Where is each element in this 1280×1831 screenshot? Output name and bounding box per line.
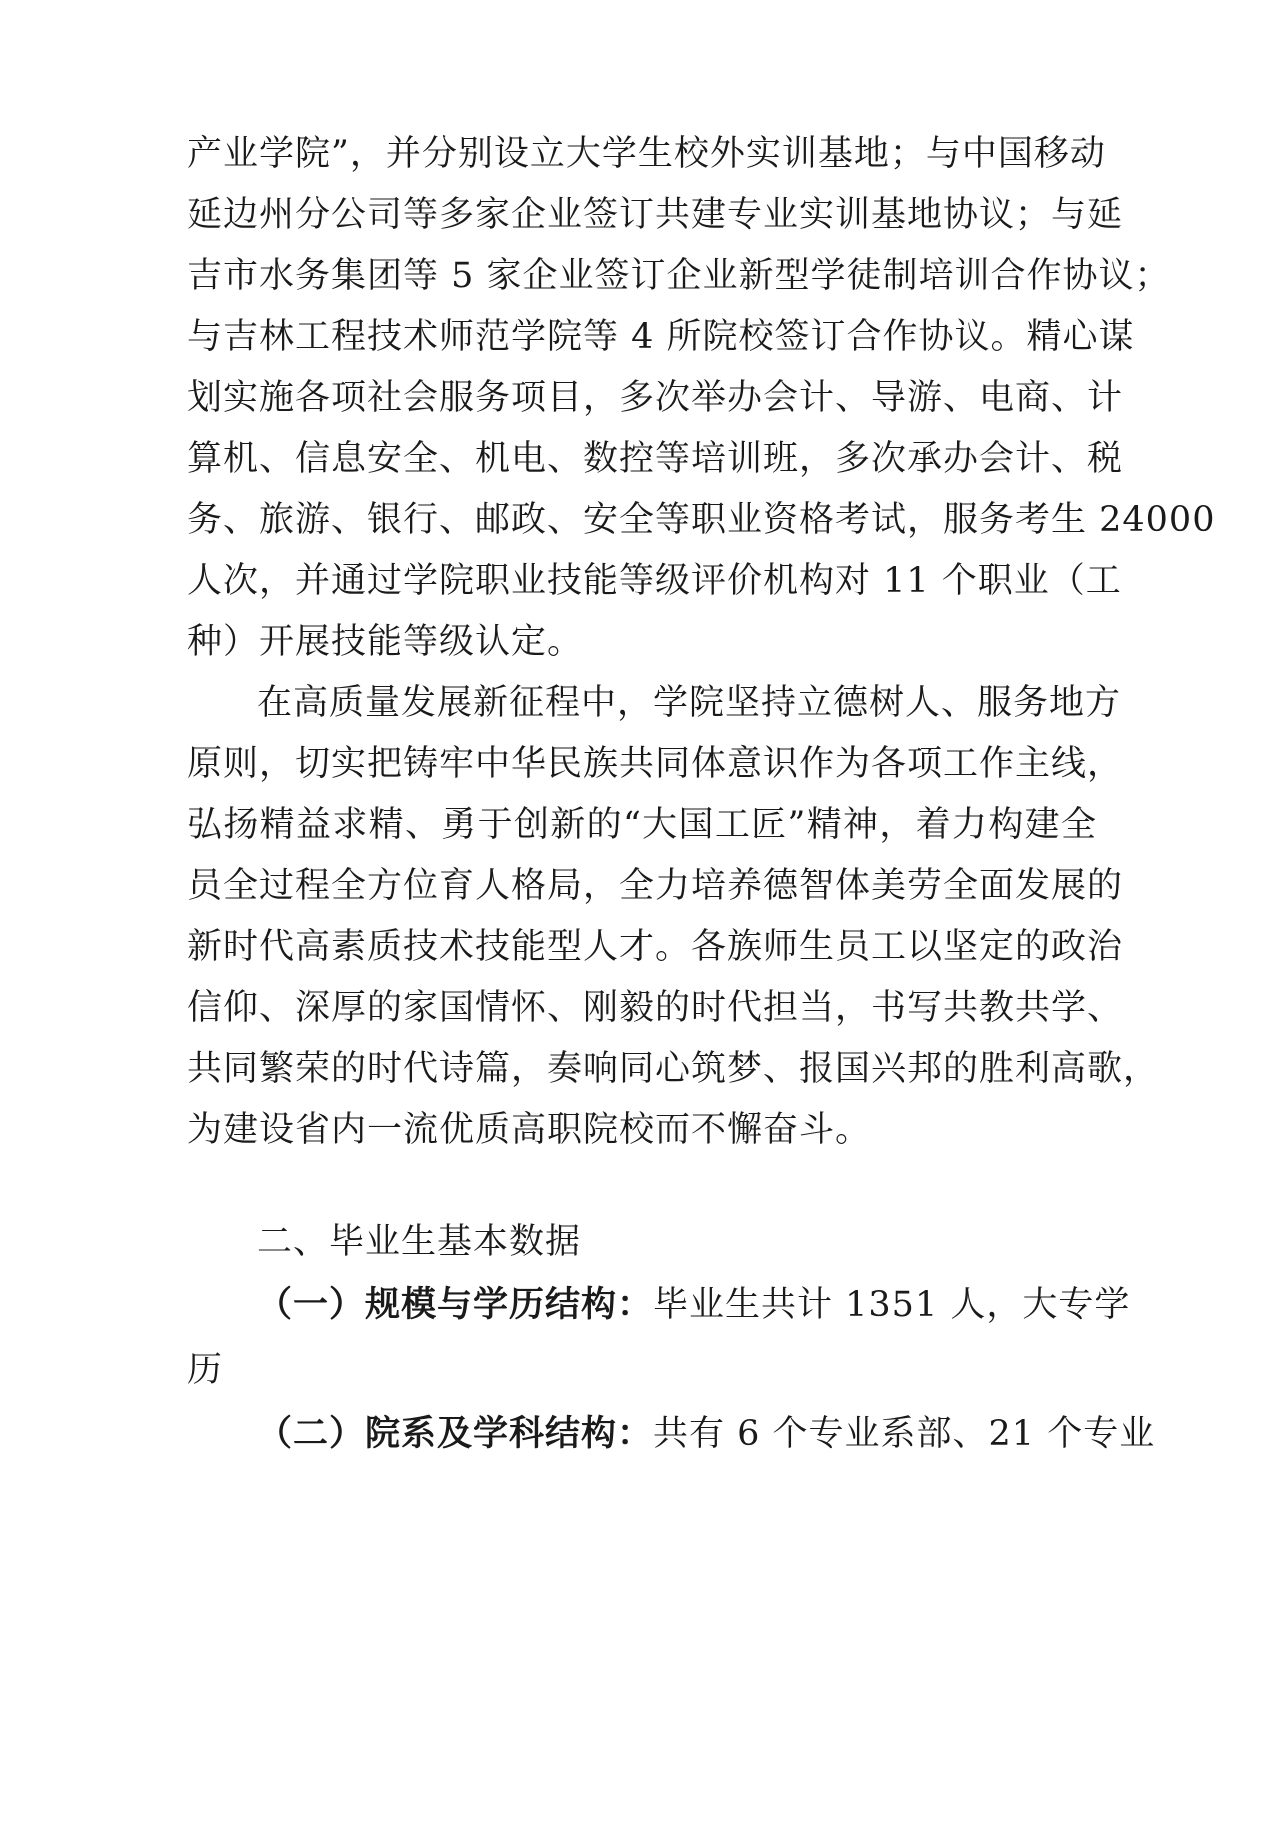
item-text: 共有 6 个专业系部、21 个专业 [653,1414,1156,1454]
paragraph-line: 新时代高素质技术技能型人才。各族师生员工以坚定的政治 [187,927,1124,967]
paragraph-line: 种）开展技能等级认定。 [187,622,584,662]
item-text: 毕业生共计 1351 人，大专学 [653,1285,1131,1325]
paragraph-line: 原则，切实把铸牢中华民族共同体意识作为各项工作主线， [187,744,1124,784]
paragraph-line: 共同繁荣的时代诗篇，奏响同心筑梦、报国兴邦的胜利高歌， [187,1049,1160,1089]
paragraph-line: 产业学院”，并分别设立大学生校外实训基地；与中国移动 [187,134,1106,174]
item-label: （一）规模与学历结构： [257,1284,654,1325]
paragraph-line: 信仰、深厚的家国情怀、刚毅的时代担当，书写共教共学、 [187,988,1124,1028]
paragraph-line: 延边州分公司等多家企业签订共建专业实训基地协议；与延 [187,195,1124,235]
paragraph-line: 弘扬精益求精、勇于创新的“大国工匠”精神，着力构建全 [187,805,1097,845]
section-heading: 二、毕业生基本数据 [257,1222,582,1262]
section-item-1 [257,1275,1131,1335]
paragraph-line: 为建设省内一流优质高职院校而不懈奋斗。 [187,1110,872,1150]
paragraph-line: 在高质量发展新征程中，学院坚持立德树人、服务地方 [257,683,1122,723]
paragraph-line: 人次，并通过学院职业技能等级评价机构对 11 个职业（工 [187,561,1122,601]
paragraph-line: 算机、信息安全、机电、数控等培训班，多次承办会计、税 [187,439,1124,479]
paragraph-line: 划实施各项社会服务项目，多次举办会计、导游、电商、计 [187,378,1124,418]
item-continuation: 历 [187,1350,224,1390]
paragraph-line: 务、旅游、银行、邮政、安全等职业资格考试，服务考生 24000 [187,500,1216,540]
section-item-2 [257,1404,1156,1464]
paragraph-line: 员全过程全方位育人格局，全力培养德智体美劳全面发展的 [187,866,1124,906]
paragraph-line: 与吉林工程技术师范学院等 4 所院校签订合作协议。精心谋 [187,317,1135,357]
paragraph-line: 吉市水务集团等 5 家企业签订企业新型学徒制培训合作协议； [187,256,1171,296]
item-label: （二）院系及学科结构： [257,1413,654,1454]
